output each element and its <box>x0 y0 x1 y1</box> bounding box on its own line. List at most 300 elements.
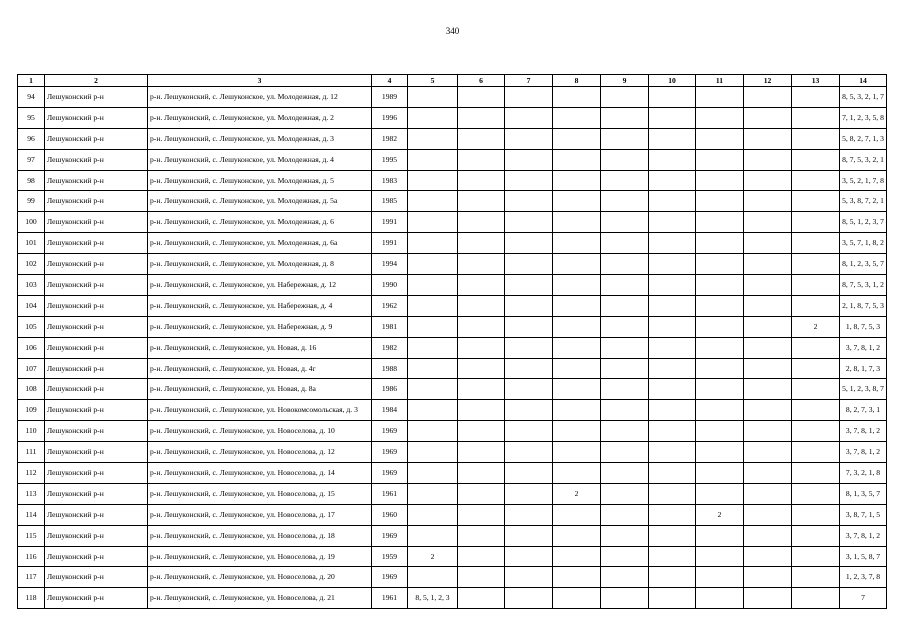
col7-cell <box>505 546 553 567</box>
col10-cell <box>649 442 696 463</box>
col13-cell <box>792 275 840 296</box>
col9-cell <box>601 191 649 212</box>
year-cell: 1969 <box>372 442 408 463</box>
column-header-14: 14 <box>840 75 887 87</box>
col9-cell <box>601 358 649 379</box>
district-cell: Лешуконский р-н <box>45 421 148 442</box>
column-header-11: 11 <box>696 75 744 87</box>
col9-cell <box>601 233 649 254</box>
col5-cell: 8, 5, 1, 2, 3 <box>408 588 458 609</box>
col9-cell <box>601 525 649 546</box>
col8-cell <box>553 128 601 149</box>
col13-cell <box>792 421 840 442</box>
col10-cell <box>649 128 696 149</box>
col14-cell: 8, 1, 2, 3, 5, 7 <box>840 254 887 275</box>
year-cell: 1989 <box>372 87 408 108</box>
year-cell: 1982 <box>372 337 408 358</box>
row-number: 104 <box>18 295 45 316</box>
table-row <box>18 379 887 400</box>
col6-cell <box>458 191 505 212</box>
district-cell: Лешуконский р-н <box>45 170 148 191</box>
year-cell: 1988 <box>372 358 408 379</box>
table-row <box>18 191 887 212</box>
col7-cell <box>505 233 553 254</box>
district-cell: Лешуконский р-н <box>45 128 148 149</box>
col5-cell <box>408 128 458 149</box>
year-cell: 1984 <box>372 400 408 421</box>
table-row <box>18 358 887 379</box>
col11-cell <box>696 275 744 296</box>
col13-cell: 2 <box>792 316 840 337</box>
col11-cell: 2 <box>696 504 744 525</box>
col9-cell <box>601 107 649 128</box>
col12-cell <box>744 212 792 233</box>
col6-cell <box>458 525 505 546</box>
col5-cell <box>408 87 458 108</box>
col6-cell <box>458 212 505 233</box>
row-number: 114 <box>18 504 45 525</box>
row-number: 96 <box>18 128 45 149</box>
year-cell: 1990 <box>372 275 408 296</box>
col13-cell <box>792 233 840 254</box>
district-cell: Лешуконский р-н <box>45 212 148 233</box>
col12-cell <box>744 525 792 546</box>
col8-cell <box>553 588 601 609</box>
col11-cell <box>696 525 744 546</box>
col10-cell <box>649 546 696 567</box>
column-header-8: 8 <box>553 75 601 87</box>
col11-cell <box>696 316 744 337</box>
row-number: 113 <box>18 483 45 504</box>
table-row <box>18 442 887 463</box>
col9-cell <box>601 149 649 170</box>
table-row <box>18 546 887 567</box>
col14-cell: 3, 5, 2, 1, 7, 8 <box>840 170 887 191</box>
col5-cell <box>408 212 458 233</box>
col8-cell <box>553 379 601 400</box>
col7-cell <box>505 275 553 296</box>
col9-cell <box>601 337 649 358</box>
address-cell: р-н. Лешуконский, с. Лешуконское, ул. Новоселова, д. 18 <box>148 525 372 546</box>
col7-cell <box>505 588 553 609</box>
col10-cell <box>649 275 696 296</box>
row-number: 108 <box>18 379 45 400</box>
col9-cell <box>601 295 649 316</box>
col6-cell <box>458 546 505 567</box>
district-cell: Лешуконский р-н <box>45 316 148 337</box>
col8-cell <box>553 358 601 379</box>
year-cell: 1969 <box>372 567 408 588</box>
address-cell: р-н. Лешуконский, с. Лешуконское, ул. Молодежная, д. 8 <box>148 254 372 275</box>
year-cell: 1982 <box>372 128 408 149</box>
col14-cell: 7, 3, 2, 1, 8 <box>840 463 887 484</box>
row-number: 100 <box>18 212 45 233</box>
col8-cell <box>553 400 601 421</box>
col7-cell <box>505 421 553 442</box>
col14-cell: 7 <box>840 588 887 609</box>
col9-cell <box>601 567 649 588</box>
col7-cell <box>505 337 553 358</box>
col5-cell <box>408 337 458 358</box>
address-cell: р-н. Лешуконский, с. Лешуконское, ул. Молодежная, д. 5а <box>148 191 372 212</box>
district-cell: Лешуконский р-н <box>45 546 148 567</box>
col14-cell: 2, 8, 1, 7, 3 <box>840 358 887 379</box>
col5-cell <box>408 170 458 191</box>
district-cell: Лешуконский р-н <box>45 87 148 108</box>
col13-cell <box>792 400 840 421</box>
col10-cell <box>649 421 696 442</box>
table-row <box>18 87 887 108</box>
district-cell: Лешуконский р-н <box>45 107 148 128</box>
col12-cell <box>744 421 792 442</box>
col14-cell: 5, 1, 2, 3, 8, 7 <box>840 379 887 400</box>
register-table <box>17 74 887 609</box>
address-cell: р-н. Лешуконский, с. Лешуконское, ул. Молодежная, д. 12 <box>148 87 372 108</box>
col11-cell <box>696 546 744 567</box>
col12-cell <box>744 149 792 170</box>
column-header-10: 10 <box>649 75 696 87</box>
col12-cell <box>744 337 792 358</box>
address-cell: р-н. Лешуконский, с. Лешуконское, ул. Молодежная, д. 6 <box>148 212 372 233</box>
col5-cell <box>408 442 458 463</box>
col13-cell <box>792 588 840 609</box>
col7-cell <box>505 295 553 316</box>
table-row <box>18 421 887 442</box>
col9-cell <box>601 254 649 275</box>
col8-cell <box>553 233 601 254</box>
col10-cell <box>649 149 696 170</box>
col11-cell <box>696 337 744 358</box>
col14-cell: 3, 5, 7, 1, 8, 2 <box>840 233 887 254</box>
col8-cell <box>553 149 601 170</box>
col7-cell <box>505 379 553 400</box>
year-cell: 1962 <box>372 295 408 316</box>
col12-cell <box>744 379 792 400</box>
col14-cell: 3, 8, 7, 1, 5 <box>840 504 887 525</box>
table-row <box>18 504 887 525</box>
col9-cell <box>601 379 649 400</box>
col6-cell <box>458 254 505 275</box>
col10-cell <box>649 525 696 546</box>
col6-cell <box>458 504 505 525</box>
col14-cell: 7, 1, 2, 3, 5, 8 <box>840 107 887 128</box>
address-cell: р-н. Лешуконский, с. Лешуконское, ул. Молодежная, д. 5 <box>148 170 372 191</box>
address-cell: р-н. Лешуконский, с. Лешуконское, ул. Набережная, д. 12 <box>148 275 372 296</box>
year-cell: 1981 <box>372 316 408 337</box>
col9-cell <box>601 87 649 108</box>
row-number: 106 <box>18 337 45 358</box>
address-cell: р-н. Лешуконский, с. Лешуконское, ул. Новоселова, д. 20 <box>148 567 372 588</box>
col5-cell <box>408 254 458 275</box>
year-cell: 1960 <box>372 504 408 525</box>
col7-cell <box>505 442 553 463</box>
col13-cell <box>792 463 840 484</box>
district-cell: Лешуконский р-н <box>45 567 148 588</box>
col5-cell <box>408 483 458 504</box>
col13-cell <box>792 525 840 546</box>
district-cell: Лешуконский р-н <box>45 463 148 484</box>
table-row <box>18 295 887 316</box>
col11-cell <box>696 170 744 191</box>
col14-cell: 8, 7, 5, 3, 1, 2 <box>840 275 887 296</box>
col11-cell <box>696 128 744 149</box>
col13-cell <box>792 128 840 149</box>
district-cell: Лешуконский р-н <box>45 504 148 525</box>
col9-cell <box>601 400 649 421</box>
col13-cell <box>792 546 840 567</box>
col10-cell <box>649 567 696 588</box>
col8-cell <box>553 87 601 108</box>
row-number: 98 <box>18 170 45 191</box>
address-cell: р-н. Лешуконский, с. Лешуконское, ул. Набережная, д. 4 <box>148 295 372 316</box>
year-cell: 1991 <box>372 212 408 233</box>
year-cell: 1991 <box>372 233 408 254</box>
col5-cell <box>408 421 458 442</box>
year-cell: 1985 <box>372 191 408 212</box>
row-number: 103 <box>18 275 45 296</box>
district-cell: Лешуконский р-н <box>45 254 148 275</box>
district-cell: Лешуконский р-н <box>45 442 148 463</box>
col12-cell <box>744 504 792 525</box>
col5-cell <box>408 379 458 400</box>
col5-cell <box>408 107 458 128</box>
col11-cell <box>696 212 744 233</box>
col5-cell <box>408 295 458 316</box>
row-number: 97 <box>18 149 45 170</box>
col14-cell: 3, 1, 5, 8, 7 <box>840 546 887 567</box>
column-header-7: 7 <box>505 75 553 87</box>
col13-cell <box>792 191 840 212</box>
address-cell: р-н. Лешуконский, с. Лешуконское, ул. Новокомсомольская, д. 3 <box>148 400 372 421</box>
col10-cell <box>649 358 696 379</box>
col9-cell <box>601 316 649 337</box>
table-row <box>18 212 887 233</box>
col8-cell <box>553 525 601 546</box>
col11-cell <box>696 87 744 108</box>
district-cell: Лешуконский р-н <box>45 358 148 379</box>
district-cell: Лешуконский р-н <box>45 525 148 546</box>
col11-cell <box>696 254 744 275</box>
row-number: 110 <box>18 421 45 442</box>
col12-cell <box>744 588 792 609</box>
col7-cell <box>505 212 553 233</box>
col9-cell <box>601 442 649 463</box>
col7-cell <box>505 87 553 108</box>
row-number: 102 <box>18 254 45 275</box>
column-header-5: 5 <box>408 75 458 87</box>
col12-cell <box>744 358 792 379</box>
col5-cell <box>408 525 458 546</box>
column-header-9: 9 <box>601 75 649 87</box>
year-cell: 1961 <box>372 483 408 504</box>
col6-cell <box>458 379 505 400</box>
year-cell: 1995 <box>372 149 408 170</box>
district-cell: Лешуконский р-н <box>45 400 148 421</box>
col6-cell <box>458 337 505 358</box>
col10-cell <box>649 254 696 275</box>
col12-cell <box>744 546 792 567</box>
col13-cell <box>792 107 840 128</box>
col14-cell: 3, 7, 8, 1, 2 <box>840 525 887 546</box>
row-number: 107 <box>18 358 45 379</box>
col12-cell <box>744 170 792 191</box>
col10-cell <box>649 337 696 358</box>
table-row <box>18 525 887 546</box>
table-row <box>18 107 887 128</box>
col5-cell <box>408 358 458 379</box>
col10-cell <box>649 87 696 108</box>
address-cell: р-н. Лешуконский, с. Лешуконское, ул. Молодежная, д. 3 <box>148 128 372 149</box>
address-cell: р-н. Лешуконский, с. Лешуконское, ул. Молодежная, д. 6а <box>148 233 372 254</box>
col14-cell: 8, 2, 7, 3, 1 <box>840 400 887 421</box>
col10-cell <box>649 316 696 337</box>
col11-cell <box>696 149 744 170</box>
col5-cell <box>408 400 458 421</box>
col8-cell <box>553 421 601 442</box>
col5-cell <box>408 316 458 337</box>
col14-cell: 8, 5, 3, 2, 1, 7 <box>840 87 887 108</box>
address-cell: р-н. Лешуконский, с. Лешуконское, ул. Молодежная, д. 2 <box>148 107 372 128</box>
col10-cell <box>649 483 696 504</box>
year-cell: 1994 <box>372 254 408 275</box>
year-cell: 1969 <box>372 421 408 442</box>
col6-cell <box>458 358 505 379</box>
col6-cell <box>458 87 505 108</box>
table-body <box>18 87 887 609</box>
address-cell: р-н. Лешуконский, с. Лешуконское, ул. Новоселова, д. 12 <box>148 442 372 463</box>
col7-cell <box>505 463 553 484</box>
table-row <box>18 233 887 254</box>
col14-cell: 5, 3, 8, 7, 2, 1 <box>840 191 887 212</box>
col12-cell <box>744 275 792 296</box>
col13-cell <box>792 254 840 275</box>
col8-cell <box>553 337 601 358</box>
col8-cell <box>553 567 601 588</box>
row-number: 117 <box>18 567 45 588</box>
col6-cell <box>458 400 505 421</box>
district-cell: Лешуконский р-н <box>45 275 148 296</box>
col6-cell <box>458 316 505 337</box>
col5-cell <box>408 463 458 484</box>
col6-cell <box>458 588 505 609</box>
col6-cell <box>458 295 505 316</box>
col8-cell <box>553 275 601 296</box>
row-number: 101 <box>18 233 45 254</box>
col6-cell <box>458 567 505 588</box>
col11-cell <box>696 483 744 504</box>
col5-cell <box>408 233 458 254</box>
col6-cell <box>458 128 505 149</box>
col7-cell <box>505 483 553 504</box>
col13-cell <box>792 170 840 191</box>
col7-cell <box>505 400 553 421</box>
year-cell: 1983 <box>372 170 408 191</box>
col14-cell: 8, 1, 3, 5, 7 <box>840 483 887 504</box>
col14-cell: 5, 8, 2, 7, 1, 3 <box>840 128 887 149</box>
col8-cell <box>553 170 601 191</box>
row-number: 116 <box>18 546 45 567</box>
table-row <box>18 337 887 358</box>
col11-cell <box>696 567 744 588</box>
col9-cell <box>601 275 649 296</box>
district-cell: Лешуконский р-н <box>45 191 148 212</box>
col12-cell <box>744 463 792 484</box>
col8-cell <box>553 212 601 233</box>
col6-cell <box>458 421 505 442</box>
col7-cell <box>505 149 553 170</box>
col7-cell <box>505 316 553 337</box>
row-number: 94 <box>18 87 45 108</box>
table-row <box>18 128 887 149</box>
col5-cell <box>408 275 458 296</box>
page-number: 340 <box>445 26 460 36</box>
district-cell: Лешуконский р-н <box>45 295 148 316</box>
district-cell: Лешуконский р-н <box>45 483 148 504</box>
address-cell: р-н. Лешуконский, с. Лешуконское, ул. Новая, д. 4г <box>148 358 372 379</box>
col7-cell <box>505 567 553 588</box>
table-row <box>18 149 887 170</box>
col6-cell <box>458 107 505 128</box>
col8-cell <box>553 463 601 484</box>
column-header-13: 13 <box>792 75 840 87</box>
col8-cell <box>553 107 601 128</box>
col9-cell <box>601 170 649 191</box>
col12-cell <box>744 107 792 128</box>
address-cell: р-н. Лешуконский, с. Лешуконское, ул. Молодежная, д. 4 <box>148 149 372 170</box>
col14-cell: 3, 7, 8, 1, 2 <box>840 421 887 442</box>
column-header-2: 2 <box>45 75 148 87</box>
col10-cell <box>649 588 696 609</box>
row-number: 111 <box>18 442 45 463</box>
address-cell: р-н. Лешуконский, с. Лешуконское, ул. Новоселова, д. 15 <box>148 483 372 504</box>
col13-cell <box>792 483 840 504</box>
row-number: 105 <box>18 316 45 337</box>
col5-cell <box>408 504 458 525</box>
col9-cell <box>601 212 649 233</box>
col9-cell <box>601 483 649 504</box>
col7-cell <box>505 358 553 379</box>
col10-cell <box>649 107 696 128</box>
address-cell: р-н. Лешуконский, с. Лешуконское, ул. Новая, д. 16 <box>148 337 372 358</box>
col13-cell <box>792 358 840 379</box>
col14-cell: 8, 5, 1, 2, 3, 7 <box>840 212 887 233</box>
col7-cell <box>505 128 553 149</box>
district-cell: Лешуконский р-н <box>45 233 148 254</box>
col8-cell <box>553 442 601 463</box>
row-number: 115 <box>18 525 45 546</box>
address-cell: р-н. Лешуконский, с. Лешуконское, ул. Новоселова, д. 21 <box>148 588 372 609</box>
column-header-6: 6 <box>458 75 505 87</box>
col5-cell <box>408 567 458 588</box>
col5-cell: 2 <box>408 546 458 567</box>
table-row <box>18 316 887 337</box>
col11-cell <box>696 191 744 212</box>
col6-cell <box>458 442 505 463</box>
col12-cell <box>744 233 792 254</box>
district-cell: Лешуконский р-н <box>45 588 148 609</box>
col10-cell <box>649 295 696 316</box>
col11-cell <box>696 588 744 609</box>
col6-cell <box>458 483 505 504</box>
col7-cell <box>505 170 553 191</box>
col8-cell <box>553 316 601 337</box>
column-header-1: 1 <box>18 75 45 87</box>
col12-cell <box>744 442 792 463</box>
col13-cell <box>792 212 840 233</box>
col6-cell <box>458 463 505 484</box>
header-row <box>18 75 887 87</box>
col6-cell <box>458 233 505 254</box>
